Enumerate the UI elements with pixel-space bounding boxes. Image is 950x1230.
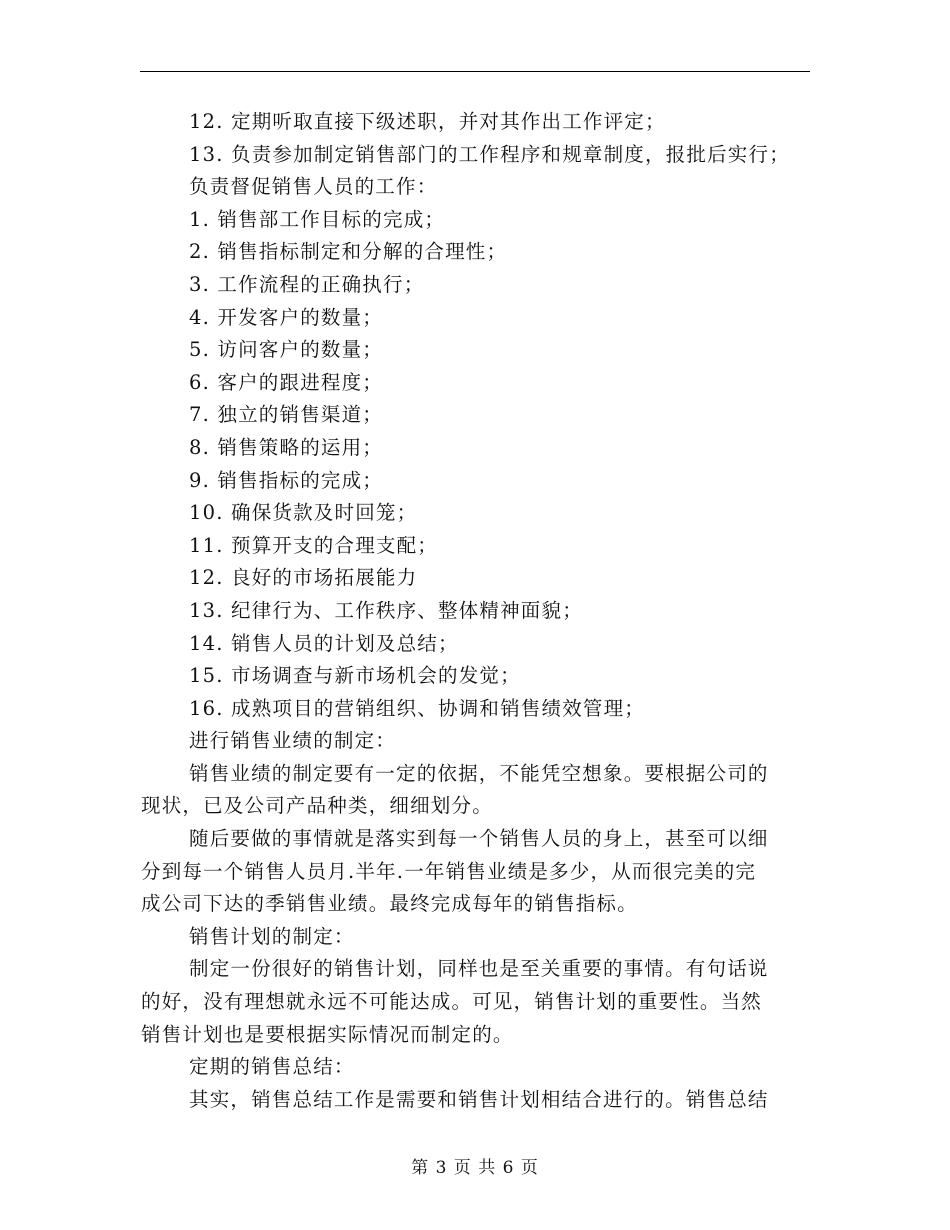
text-line: 销售业绩的制定要有一定的依据，不能凭空想象。要根据公司的 — [189, 761, 769, 785]
text-line: 12. 定期听取直接下级述职，并对其作出工作评定； — [189, 110, 666, 133]
text-line: 销售计划也是要根据实际情况而制定的。 — [141, 1022, 514, 1046]
text-line: 4. 开发客户的数量； — [189, 305, 384, 329]
text-line: 8. 销售策略的运用； — [189, 435, 384, 459]
text-line: 1. 销售部工作目标的完成； — [189, 207, 446, 231]
text-line: 7. 独立的销售渠道； — [189, 403, 384, 427]
text-line: 分到每一个销售人员月.半年.一年销售业绩是多少，从而很完美的完 — [141, 859, 757, 883]
text-line: 随后要做的事情就是落实到每一个销售人员的身上，甚至可以细 — [189, 827, 769, 851]
text-line: 11. 预算开支的合理支配； — [189, 533, 439, 557]
text-line: 6. 客户的跟进程度； — [189, 370, 384, 394]
document-body — [141, 106, 811, 1116]
header-rule — [140, 71, 810, 72]
text-line: 进行销售业绩的制定： — [189, 729, 397, 753]
text-line: 定期的销售总结： — [189, 1055, 355, 1079]
text-line: 的好，没有理想就永远不可能达成。可见，销售计划的重要性。当然 — [141, 990, 763, 1014]
page-footer: 第 3 页 共 6 页 — [411, 1158, 539, 1178]
text-line: 5. 访问客户的数量； — [189, 338, 384, 362]
text-line: 现状，已及公司产品种类，细细划分。 — [141, 794, 493, 818]
text-line: 销售计划的制定： — [189, 924, 355, 948]
text-line: 16. 成熟项目的营销组织、协调和销售绩效管理； — [189, 696, 646, 720]
text-line: 13. 负责参加制定销售部门的工作程序和规章制度，报批后实行； — [189, 142, 790, 166]
text-line: 13. 纪律行为、工作秩序、整体精神面貌； — [189, 598, 583, 622]
text-line: 10. 确保货款及时回笼； — [189, 501, 418, 525]
text-line: 成公司下达的季销售业绩。最终完成每年的销售指标。 — [141, 892, 638, 916]
text-line: 14. 销售人员的计划及总结； — [189, 631, 459, 655]
text-line: 9. 销售指标的完成； — [189, 468, 384, 492]
text-line: 15. 市场调查与新市场机会的发觉； — [189, 664, 521, 688]
text-line: 其实，销售总结工作是需要和销售计划相结合进行的。销售总结 — [189, 1087, 769, 1111]
text-line: 2. 销售指标制定和分解的合理性； — [189, 240, 508, 264]
text-line: 制定一份很好的销售计划，同样也是至关重要的事情。有句话说 — [189, 957, 769, 981]
text-line: 3. 工作流程的正确执行； — [189, 272, 425, 296]
text-line: 12. 良好的市场拓展能力 — [189, 566, 418, 590]
text-line: 负责督促销售人员的工作： — [189, 175, 438, 199]
